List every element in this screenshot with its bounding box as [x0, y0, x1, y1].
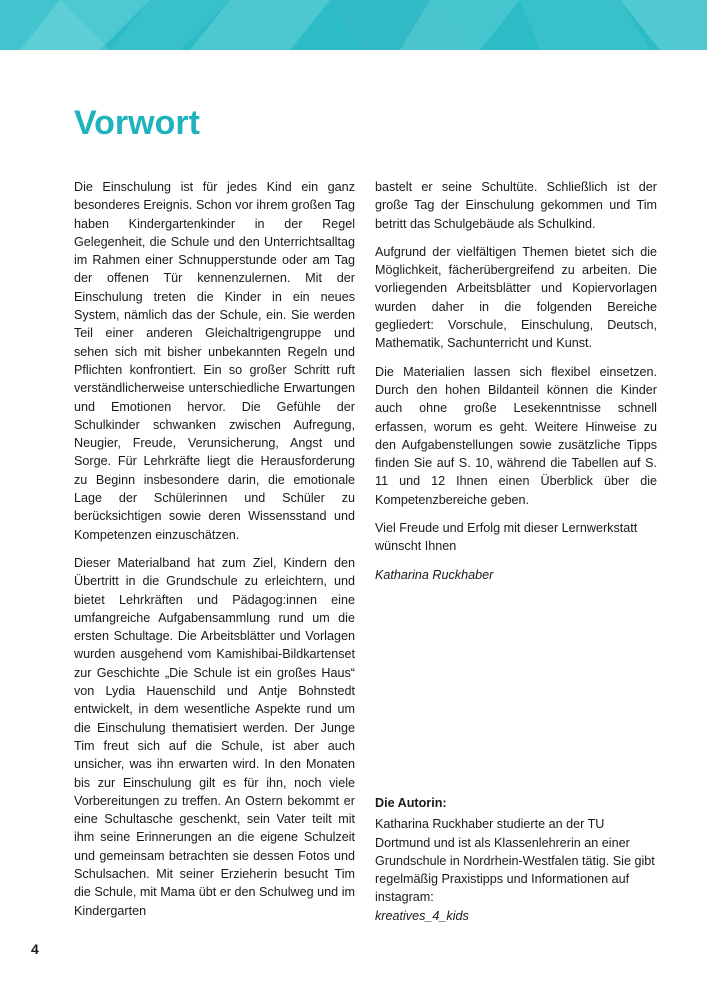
paragraph: Die Materialien lassen sich flexibel einsetzen. Durch den hohen Bildanteil können die Kinder auch ohne große Lesekenntnisse schnell erfassen, worum es geht. Weitere Hinweise zu den Aufgabenstellungen sowie zusätzliche Tipps finden Sie auf S. 10, während die Tabellen auf S. 11 und 12 Ihnen einen Überblick über die Kompetenzbereiche geben. [375, 364, 657, 507]
author-info [375, 794, 660, 925]
paragraph: Dieser Materialband hat zum Ziel, Kindern den Übertritt in die Grundschule zu erleichtern, und bietet Lehrkräften und Pädagog:innen eine umfangreiche Aufgabensammlung rund um die ersten Schultage. Die Arbeitsblätter und Vorlagen wurden ausgehend vom Kamishibai-Bildkartenset zur Geschichte „Die Schule ist ein großes Haus“ von Lydia Hauenschild und Antje Bohnstedt entwickelt, in dem wesentliche Aspekte rund um die Einschulung thematisiert werden. Der Junge Tim freut sich auf die Schule, ist aber auch unsicher, was ihn erwarten wird. In den Monaten bis zur Einschulung gilt es für ihn, noch viele Vorbereitungen zu treffen. An Ostern bekommt er eine Schultasche geschenkt, sein Vater teilt mit ihm seine Erinnerungen an die eigene Schulzeit und gemeinsam betrachten sie dessen Fotos und Schulsachen. Mit seiner Erzieherin besucht Tim die Schule, mit Mama übt er den Schulweg und im Kindergarten [74, 555, 355, 918]
paragraph: Viel Freude und Erfolg mit dieser Lernwerkstatt wünscht Ihnen [375, 521, 638, 554]
right-column [375, 178, 657, 594]
left-column [74, 178, 355, 930]
author-heading: Die Autorin: [375, 796, 447, 810]
author-bio: Katharina Ruckhaber studierte an der TU Dortmund und ist als Klassenlehrerin an einer Grundschule in Nordrhein-Westfalen tätig. Sie gibt regelmäßig Praxistipps und Informationen auf instagram: [375, 817, 655, 905]
page-title: Vorwort [74, 104, 200, 142]
instagram-handle: kreatives_4_kids [375, 908, 469, 923]
header-banner [0, 0, 707, 50]
signature: Katharina Ruckhaber [375, 567, 494, 582]
paragraph: Aufgrund der vielfältigen Themen bietet sich die Möglichkeit, fächerübergreifend zu arbeiten. Die vorliegenden Arbeitsblätter und Kopiervorlagen wurden daher in die folgenden Bereiche gegliedert: Vorschule, Einschulung, Deutsch, Mathematik, Sachunterricht und Kunst. [375, 244, 657, 351]
paragraph: Die Einschulung ist für jedes Kind ein ganz besonderes Ereignis. Schon vor ihrem großen Tag haben Kindergartenkinder in der Regel Gelegenheit, die Schule und den Unterrichtsalltag im Rahmen einer Schnupperstunde oder am Tag der offenen Tür kennenzulernen. Mit der Einschulung treten die Kinder in ein neues System, nämlich das der Schule, ein. Sie werden Teil einer anderen Gleichaltrigengruppe und sehen sich mit bisher unbekannten Regeln und Pflichten konfrontiert. Ein so großer Schritt ruft verständlicherweise unterschiedliche Erwartungen und Emotionen hervor. Die Gefühle der Schulkinder schwanken zwischen Aufregung, Neugier, Freude, Verunsicherung, Angst und Sorge. Für Lehrkräfte liegt die Herausforderung zu Beginn insbesondere darin, die emotionale Lage der Schülerinnen und Schüler zu berücksichtigen sowie deren Wissensstand und Kompetenzen einzuschätzen. [74, 180, 355, 542]
page-number: 4 [31, 941, 39, 957]
paragraph: bastelt er seine Schultüte. Schließlich ist der große Tag der Einschulung gekommen und Tim betritt das Schulgebäude als Schulkind. [375, 180, 657, 231]
